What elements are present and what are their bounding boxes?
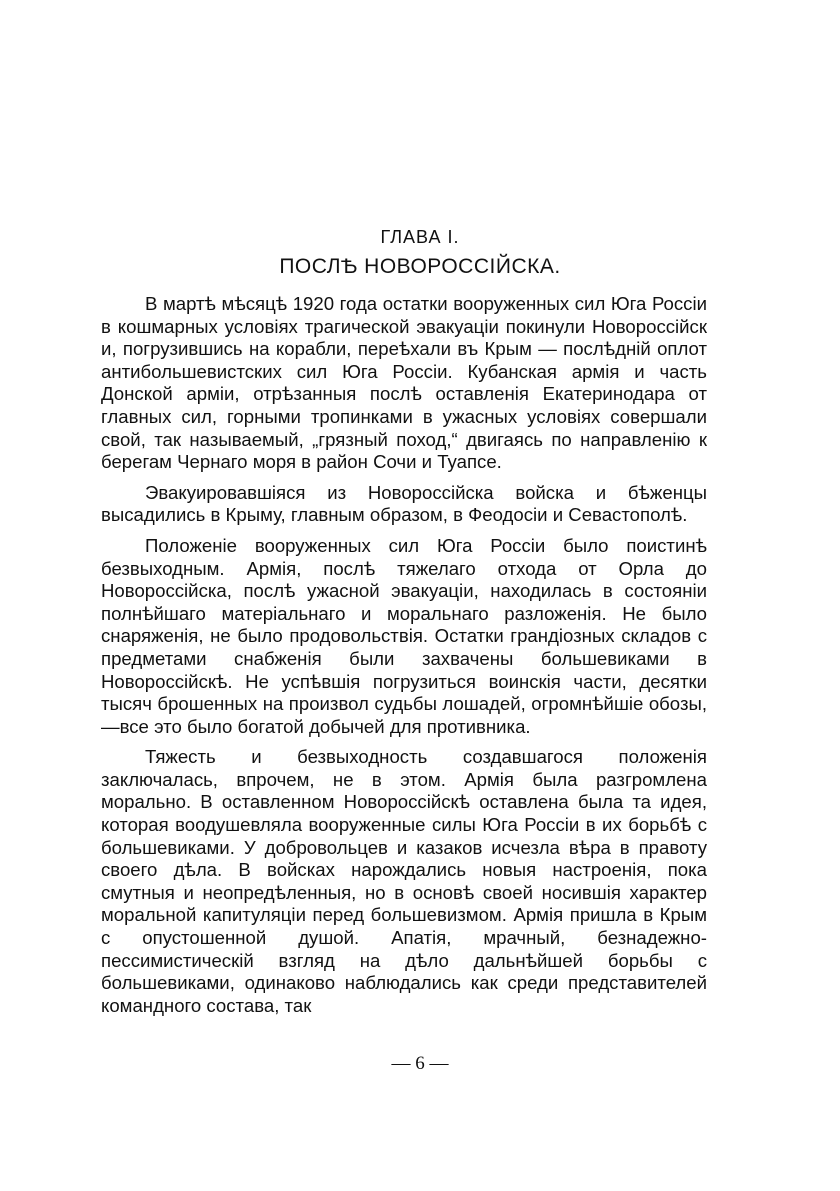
paragraph-1: В мартѣ мѣсяцѣ 1920 года остатки вооруженных сил Юга Россіи в кошмарных условіях трагической эвакуаціи покинули Новороссійск и, погрузившись на корабли, переѣхали въ Крым — послѣднiй оплот антибольшевистских сил Юга Россіи. Кубанская армія и часть Донской арміи, отрѣзанныя послѣ оставленія Екатеринодара от главных сил, горными тропинками в ужасных условіях совершали свой, так называемый, „грязный поход,“ двигаясь по направленію к берегам Чернаго моря в район Сочи и Туапсе.: [101, 293, 707, 473]
body-text: [101, 293, 707, 1025]
page-number: — 6 —: [391, 1053, 449, 1074]
chapter-title: ПОСЛѢ НОВОРОССІЙСКА.: [279, 255, 561, 278]
paragraph-4: Тяжесть и безвыходность создавшагося положенія заключалась, впрочем, не в этом. Армія была разгромлена морально. В оставленном Новороссійскѣ оставлена была та идея, которая воодушевляла вооруженные силы Юга Россіи в их борьбѣ с большевиками. У добровольцев и казаков исчезла вѣра в правоту своего дѣла. В войсках нарождались новыя настроенія, пока смутныя и неопредѣленныя, но в основѣ своей носившія характер моральной капитуляціи перед большевизмом. Армія пришла в Крым с опустошенной душой. Апатія, мрачный, безнадежно-пессимистическій взгляд на дѣло дальнѣйшей борьбы с большевиками, одинаково наблюдались как среди представителей командного состава, так: [101, 746, 707, 1016]
paragraph-2: Эвакуировавшіяся из Новороссійска войска и бѣженцы высадились в Крыму, главным образом, в Феодосіи и Севастополѣ.: [101, 481, 707, 526]
paragraph-3: Положеніе вооруженных сил Юга Россіи было поистинѣ безвыходным. Армія, послѣ тяжелаго отхода от Орла до Новороссійска, послѣ ужасной эвакуаціи, находилась в состояніи полнѣйшаго матеріальнаго и моральнаго разложенія. Не было снаряженія, не было продовольствія. Остатки грандіозных складов с предметами снабженія были захвачены большевиками в Новороссійскѣ. Не успѣвшія погрузиться воинскія части, десятки тысяч брошенных на произвол судьбы лошадей, огромнѣйшіе обозы,—все это было богатой добычей для противника.: [101, 534, 707, 737]
chapter-label: ГЛАВА I.: [380, 227, 460, 247]
